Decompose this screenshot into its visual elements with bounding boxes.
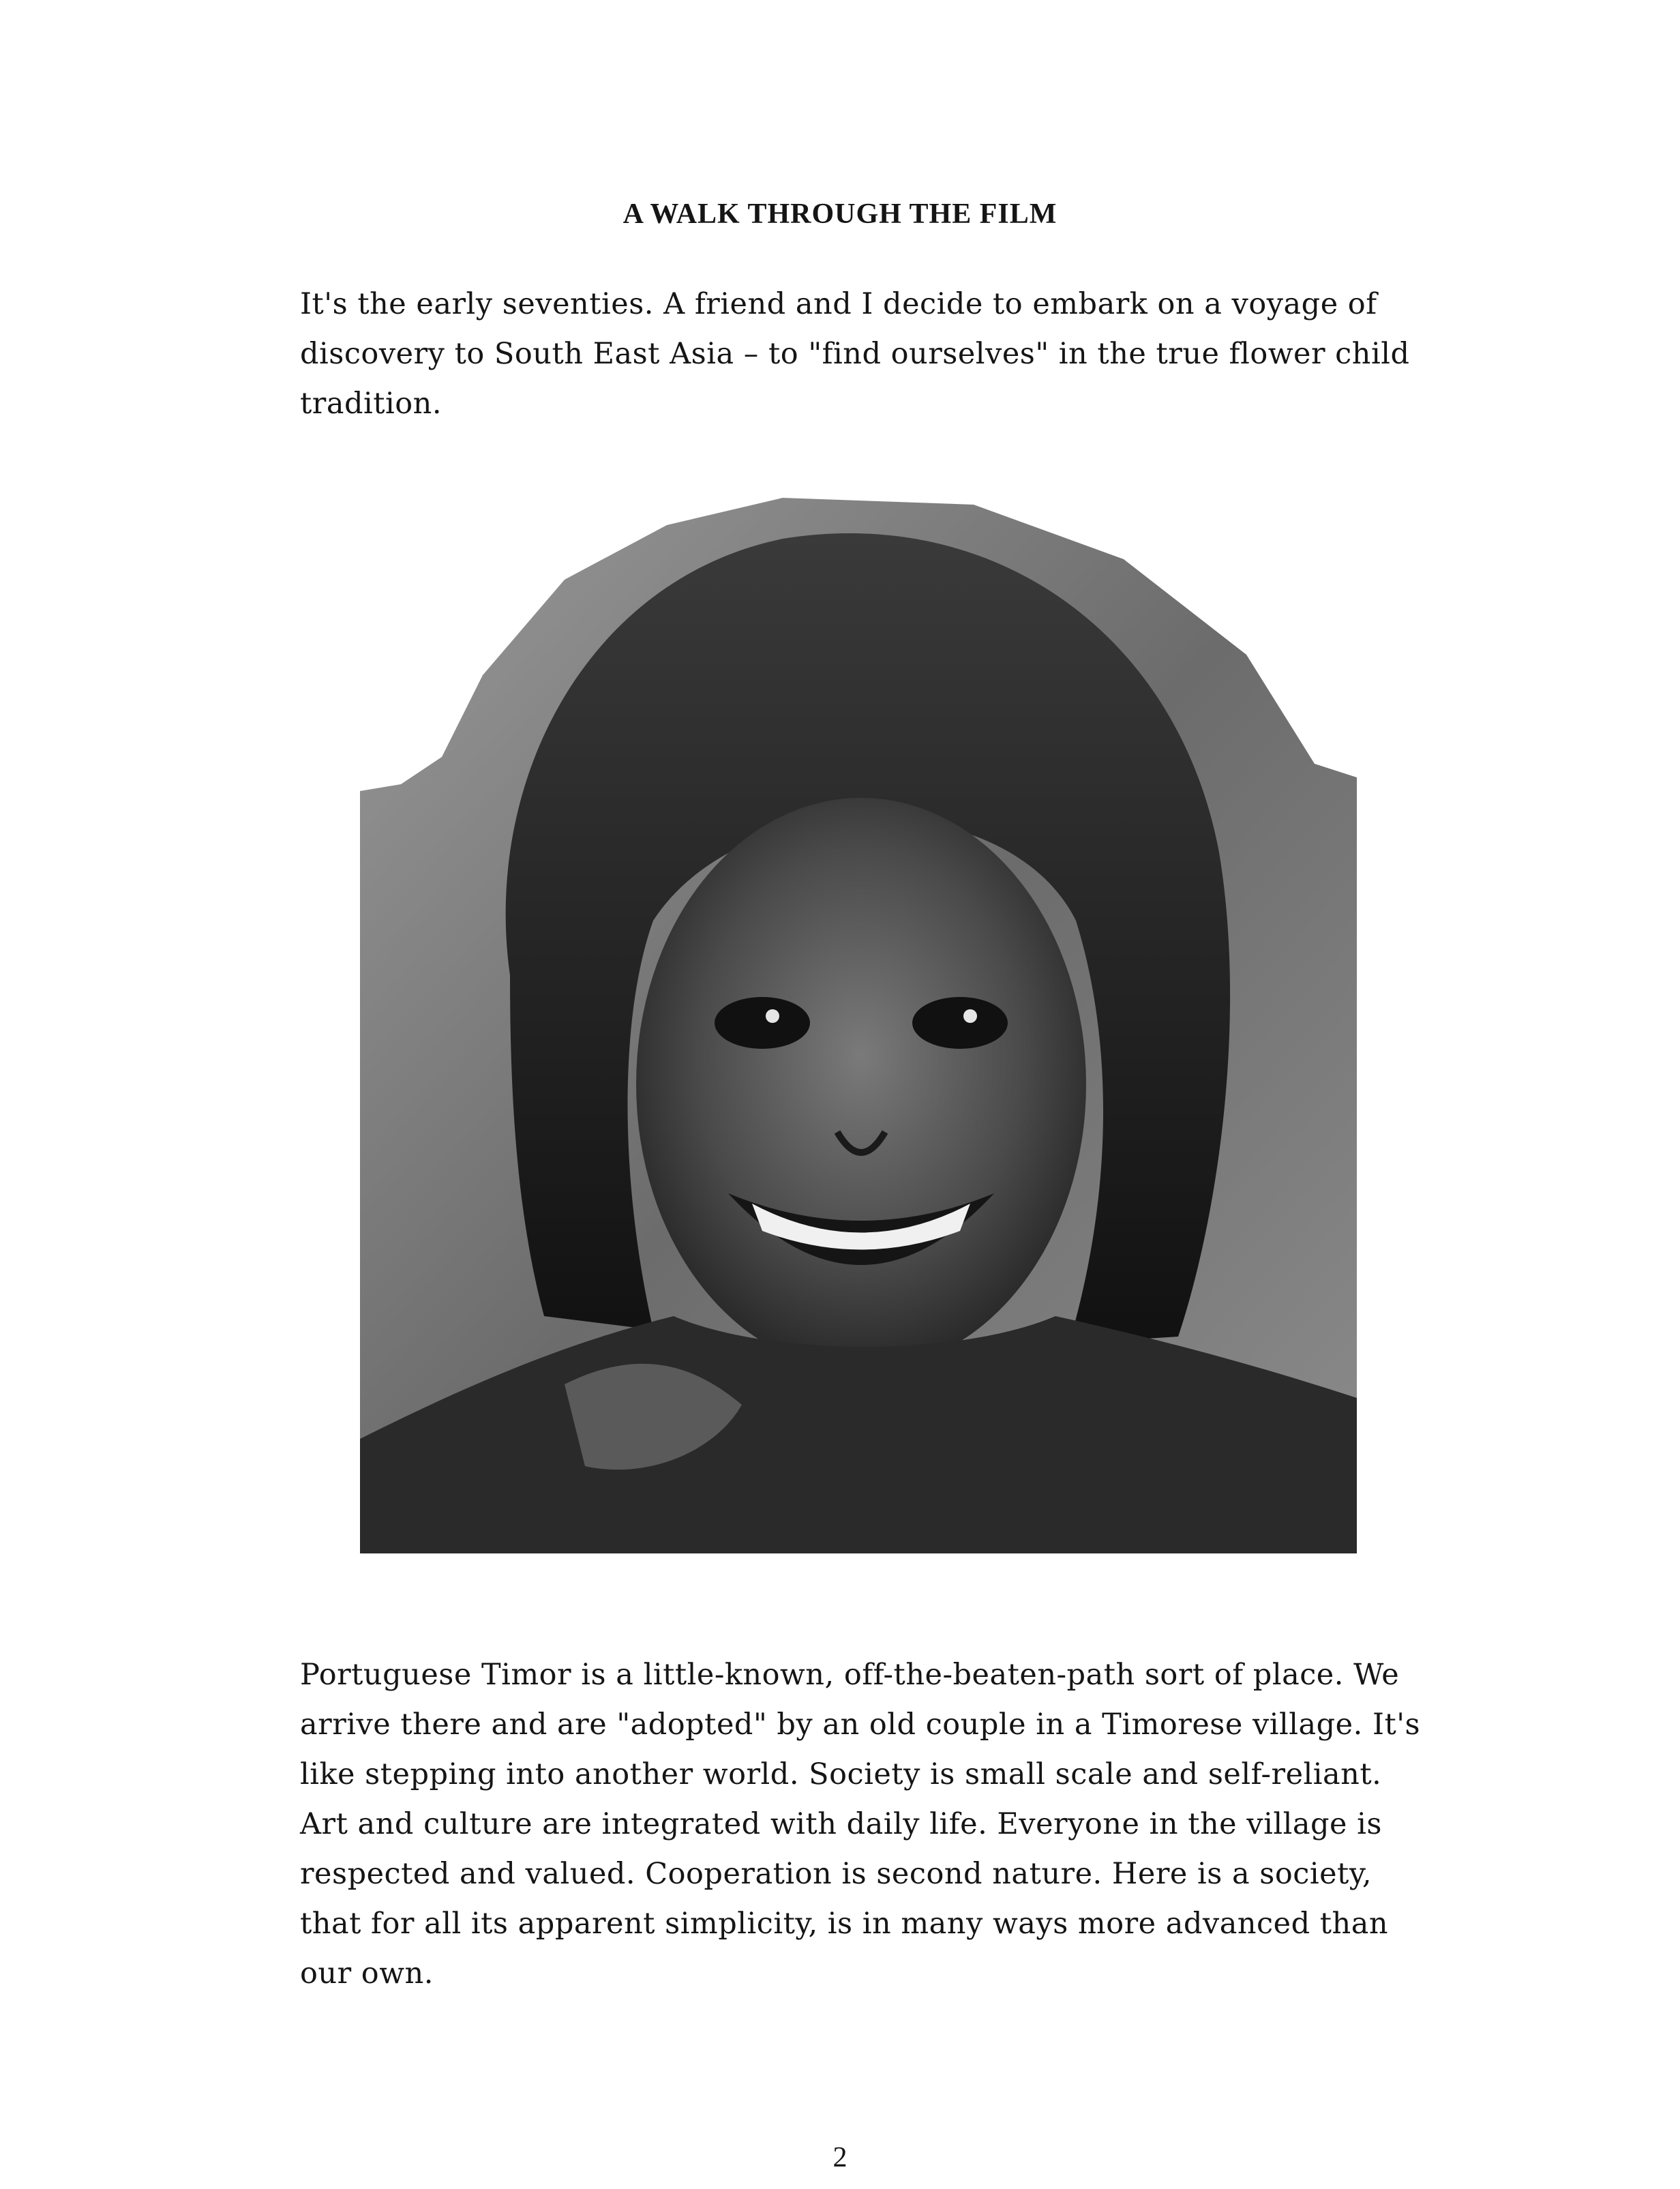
smiling-child-portrait-icon: [360, 498, 1357, 1553]
page-number: 2: [832, 2142, 847, 2173]
intro-paragraph: It's the early seventies. A friend and I decide to embark on a voyage of discovery to South East Asia – to "find ourselves" in the true flower child tradition.: [300, 287, 1410, 421]
page-title: A WALK THROUGH THE FILM: [622, 198, 1058, 230]
child-portrait-photo: [360, 498, 1357, 1553]
timor-paragraph: Portuguese Timor is a little-known, off-the-beaten-path sort of place. We arrive there and are "adopted" by an old couple in a Timorese village. It's like stepping into another world. Society is small scale and self-reliant. Art and culture are integrated with daily life. Everyone in the village is respected and valued. Cooperation is second nature. Here is a society, that for all its apparent simplicity, is in many ways more advanced than our own.: [300, 1658, 1421, 1991]
